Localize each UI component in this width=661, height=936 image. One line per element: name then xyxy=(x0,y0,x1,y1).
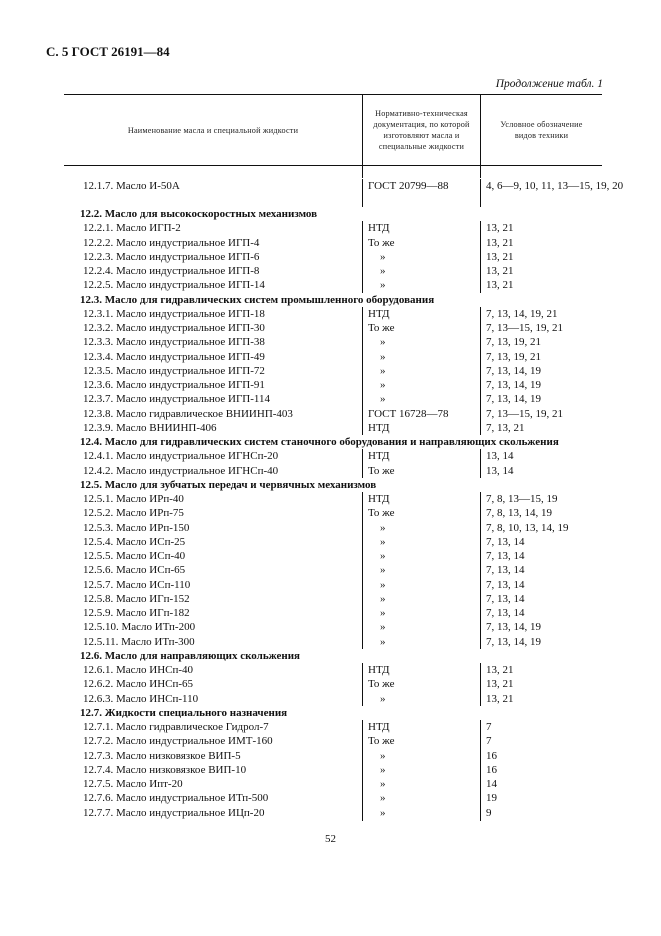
document-cell: » xyxy=(380,592,386,605)
column-header-doc: Нормативно-техническая документация, по которой изготовляют масла и специальные жидкости xyxy=(362,95,480,165)
oil-name-cell: 12.5.11. Масло ИТп-300 xyxy=(83,635,195,648)
oil-name-cell: 12.2.3. Масло индустриальное ИГП-6 xyxy=(83,250,260,263)
page-number: 52 xyxy=(325,833,336,845)
oil-name-cell: 12.1.7. Масло И-50А xyxy=(83,180,180,192)
equipment-code-cell: 13, 21 xyxy=(486,279,514,292)
oil-name-cell: 12.5.5. Масло ИСп-40 xyxy=(83,550,186,562)
oil-name-cell: 12.5.9. Масло ИГп-182 xyxy=(83,607,190,619)
equipment-code-cell: 7 xyxy=(486,721,492,733)
table-row xyxy=(0,721,661,735)
section-heading-row xyxy=(0,436,661,450)
column-divider xyxy=(480,164,481,178)
oil-name-cell: 12.7.1. Масло гидравлическое Гидрол-7 xyxy=(83,721,269,733)
document-cell: » xyxy=(380,792,386,805)
document-cell: » xyxy=(380,607,386,619)
oil-name-cell: 12.5.8. Масло ИГп-152 xyxy=(83,592,190,605)
table-row xyxy=(0,336,661,350)
table-row xyxy=(0,536,661,550)
equipment-code-cell: 7, 13, 14, 19 xyxy=(486,393,541,406)
section-heading-row xyxy=(0,294,661,308)
equipment-code-cell: 7, 13—15, 19, 21 xyxy=(486,407,563,420)
document-cell: » xyxy=(380,550,386,562)
column-divider xyxy=(362,307,363,435)
document-cell: » xyxy=(380,350,386,363)
document-cell: » xyxy=(380,564,386,577)
oil-name-cell: 12.7.4. Масло низковязкое ВИП-10 xyxy=(83,763,247,776)
section-title: 12.5. Масло для зубчатых передач и червячных механизмов xyxy=(80,478,377,491)
oil-name-cell: 12.6.1. Масло ИНСп-40 xyxy=(83,664,194,676)
column-divider xyxy=(480,720,481,821)
oil-name-cell: 12.2.4. Масло индустриальное ИГП-8 xyxy=(83,265,260,277)
section-heading-row xyxy=(0,650,661,664)
table-row xyxy=(0,750,661,764)
column-divider xyxy=(362,449,363,478)
oil-name-cell: 12.7.2. Масло индустриальное ИМТ-160 xyxy=(83,735,273,748)
equipment-code-cell: 13, 21 xyxy=(486,692,514,705)
document-cell: » xyxy=(380,578,386,591)
column-divider xyxy=(362,720,363,821)
table-row xyxy=(0,636,661,650)
table-row xyxy=(0,522,661,536)
oil-name-cell: 12.3.4. Масло индустриальное ИГП-49 xyxy=(83,350,265,363)
section-title: 12.6. Масло для направляющих скольжения xyxy=(80,649,300,662)
section-heading-row xyxy=(0,208,661,222)
equipment-code-cell: 9 xyxy=(486,806,492,819)
equipment-code-cell: 7, 13, 14, 19 xyxy=(486,364,541,377)
equipment-code-cell: 7, 13, 21 xyxy=(486,421,525,434)
table-row xyxy=(0,607,661,621)
table-row xyxy=(0,322,661,336)
document-cell: » xyxy=(380,250,386,263)
equipment-code-cell: 7, 13, 14, 19 xyxy=(486,379,541,391)
table-row xyxy=(0,550,661,564)
table-row xyxy=(0,393,661,407)
oil-name-cell: 12.3.7. Масло индустриальное ИГП-114 xyxy=(83,393,271,406)
equipment-code-cell: 13, 21 xyxy=(486,222,514,235)
equipment-code-cell: 7, 8, 13—15, 19 xyxy=(486,493,558,505)
document-cell: НТД xyxy=(368,307,390,320)
table-row xyxy=(0,564,661,578)
document-cell: ГОСТ 16728—78 xyxy=(368,407,449,420)
section-title: 12.4. Масло для гидравлических систем станочного оборудования и направляющих скольжения xyxy=(80,436,559,448)
document-cell: НТД xyxy=(368,450,390,463)
equipment-code-cell: 13, 21 xyxy=(486,664,514,676)
table-header xyxy=(64,94,602,166)
table-row xyxy=(0,778,661,792)
column-divider xyxy=(480,307,481,435)
table-row xyxy=(0,792,661,806)
oil-name-cell: 12.3.1. Масло индустриальное ИГП-18 xyxy=(83,307,265,320)
document-cell: » xyxy=(380,621,386,634)
equipment-code-cell: 7, 13, 14 xyxy=(486,550,525,562)
equipment-code-cell: 13, 14 xyxy=(486,464,514,477)
table-row xyxy=(0,351,661,365)
oil-name-cell: 12.7.3. Масло низковязкое ВИП-5 xyxy=(83,749,241,762)
oil-name-cell: 12.4.2. Масло индустриальное ИГНСп-40 xyxy=(83,464,279,477)
oil-name-cell: 12.3.6. Масло индустриальное ИГП-91 xyxy=(83,379,265,391)
table-row xyxy=(0,422,661,436)
equipment-code-cell: 7, 13, 14 xyxy=(486,564,525,577)
page-header: С. 5 ГОСТ 26191—84 xyxy=(46,44,170,59)
document-cell: НТД xyxy=(368,493,390,505)
equipment-code-cell: 13, 21 xyxy=(486,265,514,277)
document-cell: » xyxy=(380,749,386,762)
equipment-code-cell: 19 xyxy=(486,792,497,805)
column-divider xyxy=(480,449,481,478)
equipment-code-cell: 7, 13, 14 xyxy=(486,592,525,605)
equipment-code-cell: 7, 13, 14 xyxy=(486,607,525,619)
document-cell: » xyxy=(380,379,386,391)
table-row xyxy=(0,308,661,322)
document-cell: » xyxy=(380,535,386,548)
table-row xyxy=(0,764,661,778)
table-row xyxy=(0,807,661,821)
equipment-code-cell: 7, 8, 10, 13, 14, 19 xyxy=(486,521,569,534)
oil-name-cell: 12.5.3. Масло ИРп-150 xyxy=(83,521,190,534)
oil-name-cell: 12.5.2. Масло ИРп-75 xyxy=(83,507,184,520)
table-row xyxy=(0,265,661,279)
document-cell: То же xyxy=(368,464,395,477)
equipment-code-cell: 7, 13, 14 xyxy=(486,535,525,548)
column-header-code: Условное обозначение видов техники xyxy=(480,95,602,165)
table-row xyxy=(0,450,661,464)
table-row xyxy=(0,222,661,236)
oil-name-cell: 12.2.2. Масло индустриальное ИГП-4 xyxy=(83,236,260,249)
table-row xyxy=(0,621,661,635)
document-cell: » xyxy=(380,265,386,277)
document-cell: НТД xyxy=(368,664,390,676)
section-heading-row xyxy=(0,479,661,493)
table-row xyxy=(0,408,661,422)
table-row xyxy=(0,593,661,607)
equipment-code-cell: 13, 21 xyxy=(486,236,514,249)
document-cell: То же xyxy=(368,236,395,249)
oil-name-cell: 12.5.1. Масло ИРп-40 xyxy=(83,493,184,505)
table-row xyxy=(0,279,661,293)
document-cell: » xyxy=(380,806,386,819)
table-row xyxy=(0,678,661,692)
table-row xyxy=(0,664,661,678)
equipment-code-cell: 16 xyxy=(486,749,497,762)
table-row xyxy=(0,693,661,707)
document-cell: » xyxy=(380,635,386,648)
oil-name-cell: 12.5.7. Масло ИСп-110 xyxy=(83,578,191,591)
document-cell: » xyxy=(380,778,386,790)
table-row xyxy=(0,365,661,379)
equipment-code-cell: 7, 8, 13, 14, 19 xyxy=(486,507,552,520)
oil-name-cell: 12.3.3. Масло индустриальное ИГП-38 xyxy=(83,336,265,349)
equipment-code-cell: 7, 13, 14, 19, 21 xyxy=(486,307,558,320)
table-row xyxy=(0,507,661,521)
document-cell: » xyxy=(380,692,386,705)
oil-name-cell: 12.7.6. Масло индустриальное ИТп-500 xyxy=(83,792,269,805)
equipment-code-cell: 7, 13, 14 xyxy=(486,578,525,591)
document-cell: То же xyxy=(368,507,395,520)
section-title: 12.7. Жидкости специального назначения xyxy=(80,706,288,719)
oil-name-cell: 12.3.5. Масло индустриальное ИГП-72 xyxy=(83,364,265,377)
document-cell: То же xyxy=(368,678,395,691)
equipment-code-cell: 7, 13—15, 19, 21 xyxy=(486,322,563,334)
section-title: 12.3. Масло для гидравлических систем промышленного оборудования xyxy=(80,293,435,306)
column-divider xyxy=(362,663,363,706)
oil-name-cell: 12.3.8. Масло гидравлическое ВНИИНП-403 xyxy=(83,407,293,420)
table-row xyxy=(0,180,661,194)
oil-name-cell: 12.5.10. Масло ИТп-200 xyxy=(83,621,196,634)
table-row xyxy=(0,493,661,507)
table-row xyxy=(0,735,661,749)
document-cell: НТД xyxy=(368,222,390,235)
table-row xyxy=(0,465,661,479)
document-cell: » xyxy=(380,393,386,406)
section-title: 12.2. Масло для высокоскоростных механизмов xyxy=(80,208,318,220)
equipment-code-cell: 7, 13, 19, 21 xyxy=(486,336,541,349)
oil-name-cell: 12.6.2. Масло ИНСп-65 xyxy=(83,678,194,691)
oil-name-cell: 12.6.3. Масло ИНСп-110 xyxy=(83,692,199,705)
equipment-code-cell: 4, 6—9, 10, 11, 13—15, 19, 20 xyxy=(486,180,624,192)
equipment-code-cell: 7 xyxy=(486,735,492,748)
section-heading-row xyxy=(0,707,661,721)
equipment-code-cell: 13, 21 xyxy=(486,678,514,691)
table-continuation-label: Продолжение табл. 1 xyxy=(495,78,603,90)
oil-name-cell: 12.3.2. Масло индустриальное ИГП-30 xyxy=(83,322,265,334)
table-row xyxy=(0,237,661,251)
document-cell: НТД xyxy=(368,421,390,434)
equipment-code-cell: 7, 13, 14, 19 xyxy=(486,635,541,648)
document-cell: » xyxy=(380,364,386,377)
document-cell: » xyxy=(380,336,386,349)
equipment-code-cell: 16 xyxy=(486,763,497,776)
table-row xyxy=(0,579,661,593)
column-divider xyxy=(480,492,481,649)
oil-name-cell: 12.2.1. Масло ИГП-2 xyxy=(83,222,181,235)
column-divider xyxy=(480,663,481,706)
oil-name-cell: 12.3.9. Масло ВНИИНП-406 xyxy=(83,421,217,434)
equipment-code-cell: 14 xyxy=(486,778,497,790)
column-divider xyxy=(362,164,363,178)
oil-name-cell: 12.5.4. Масло ИСп-25 xyxy=(83,535,186,548)
document-cell: » xyxy=(380,763,386,776)
oil-name-cell: 12.7.5. Масло Ипт-20 xyxy=(83,778,183,790)
table-row xyxy=(0,379,661,393)
equipment-code-cell: 13, 21 xyxy=(486,250,514,263)
column-divider xyxy=(362,492,363,649)
equipment-code-cell: 13, 14 xyxy=(486,450,514,463)
document-cell: » xyxy=(380,279,386,292)
oil-name-cell: 12.5.6. Масло ИСп-65 xyxy=(83,564,186,577)
oil-name-cell: 12.4.1. Масло индустриальное ИГНСп-20 xyxy=(83,450,279,463)
document-cell: » xyxy=(380,521,386,534)
column-divider xyxy=(362,221,363,292)
document-cell: НТД xyxy=(368,721,390,733)
equipment-code-cell: 7, 13, 14, 19 xyxy=(486,621,541,634)
document-cell: То же xyxy=(368,322,395,334)
column-divider xyxy=(362,179,363,207)
document-cell: То же xyxy=(368,735,395,748)
table-row xyxy=(0,251,661,265)
equipment-code-cell: 7, 13, 19, 21 xyxy=(486,350,541,363)
column-divider xyxy=(480,221,481,292)
oil-name-cell: 12.7.7. Масло индустриальное ИЦп-20 xyxy=(83,806,265,819)
column-header-name: Наименование масла и специальной жидкости xyxy=(127,125,299,135)
oil-name-cell: 12.2.5. Масло индустриальное ИГП-14 xyxy=(83,279,265,292)
column-divider xyxy=(480,179,481,207)
document-cell: ГОСТ 20799—88 xyxy=(368,180,449,192)
